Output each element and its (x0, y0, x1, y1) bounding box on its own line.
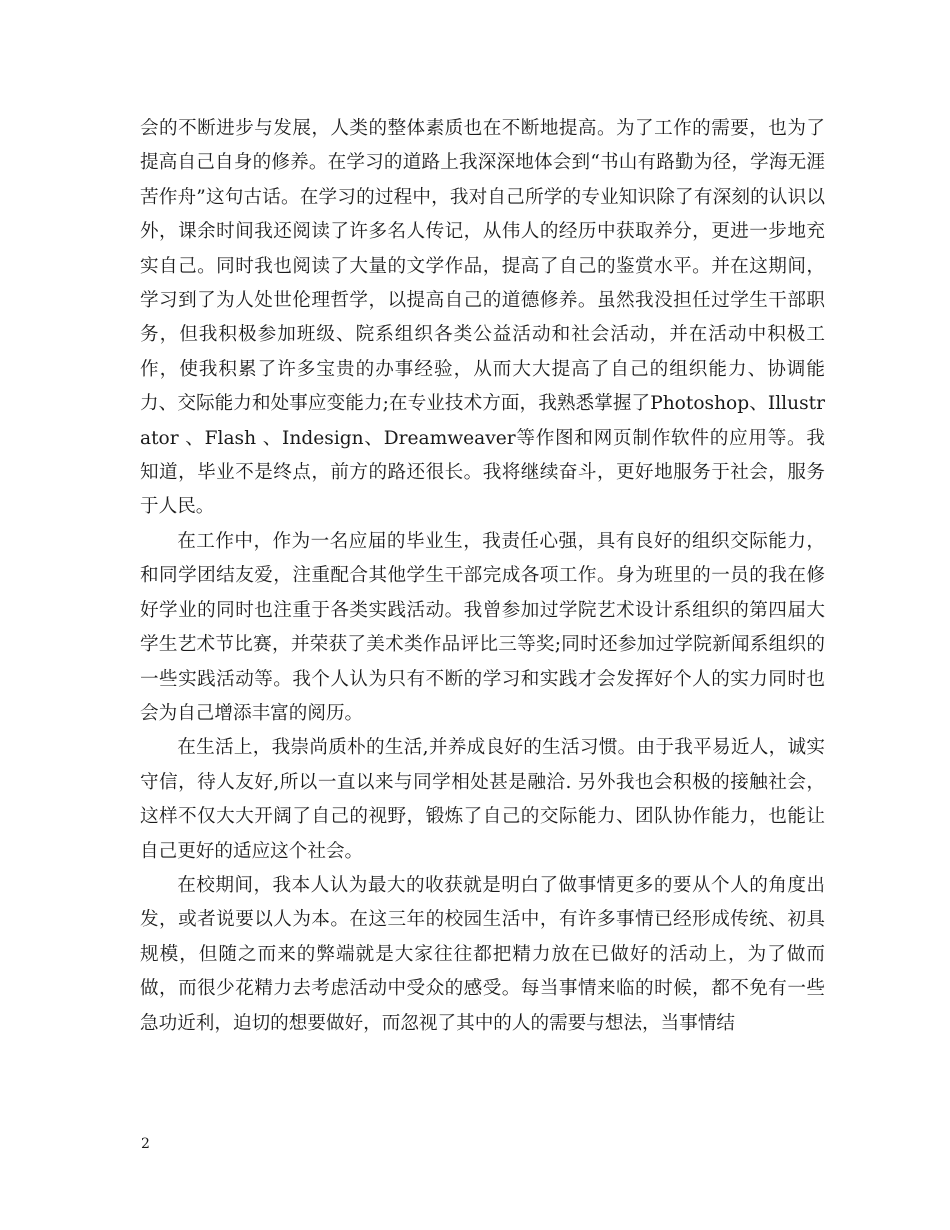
page-number: 2 (141, 1136, 150, 1152)
paragraph-1: 会的不断进步与发展，人类的整体素质也在不断地提高。为了工作的需要，也为了提高自己自身的修养。在学习的道路上我深深地体会到“书山有路勤为径，学海无涯苦作舟”这句古话。在学习的过程中，我对自己所学的专业知识除了有深刻的认识以外，课余时间我还阅读了许多名人传记，从伟人的经历中获取养分，更进一步地充实自己。同时我也阅读了大量的文学作品，提高了自己的鉴赏水平。并在这期间，学习到了为人处世伦理哲学，以提高自己的道德修养。虽然我没担任过学生干部职务，但我积极参加班级、院系组织各类公益活动和社会活动，并在活动中积极工作，使我积累了许多宝贵的办事经验，从而大大提高了自己的组织能力、协调能力、交际能力和处事应变能力;在专业技术方面，我熟悉掌握了Photoshop、Illustrator 、Flash 、Indesign、Dreamweaver等作图和网页制作软件的应用等。我知道，毕业不是终点，前方的路还很长。我将继续奋斗，更好地服务于社会，服务于人民。 (140, 118, 825, 518)
body-text (140, 112, 825, 1041)
paragraph-4: 在校期间，我本人认为最大的收获就是明白了做事情更多的要从个人的角度出发，或者说要以人为本。在这三年的校园生活中，有许多事情已经形成传统、初具规模，但随之而来的弊端就是大家往往都把精力放在已做好的活动上，为了做而做，而很少花精力去考虑活动中受众的感受。每当事情来临的时候，都不免有一些急功近利，迫切的想要做好，而忽视了其中的人的需要与想法，当事情结 (140, 874, 825, 1034)
paragraph-2: 在工作中，作为一名应届的毕业生，我责任心强，具有良好的组织交际能力，和同学团结友爱，注重配合其他学生干部完成各项工作。身为班里的一员的我在修好学业的同时也注重于各类实践活动。我曾参加过学院艺术设计系组织的第四届大学生艺术节比赛，并荣获了美术类作品评比三等奖;同时还参加过学院新闻系组织的一些实践活动等。我个人认为只有不断的学习和实践才会发挥好个人的实力同时也会为自己增添丰富的阅历。 (140, 530, 825, 724)
paragraph-3: 在生活上，我崇尚质朴的生活,并养成良好的生活习惯。由于我平易近人，诚实守信，待人友好,所以一直以来与同学相处甚是融洽. 另外我也会积极的接触社会，这样不仅大大开阔了自己的视野，锻炼了自己的交际能力、团队协作能力，也能让自己更好的适应这个社会。 (140, 737, 825, 862)
